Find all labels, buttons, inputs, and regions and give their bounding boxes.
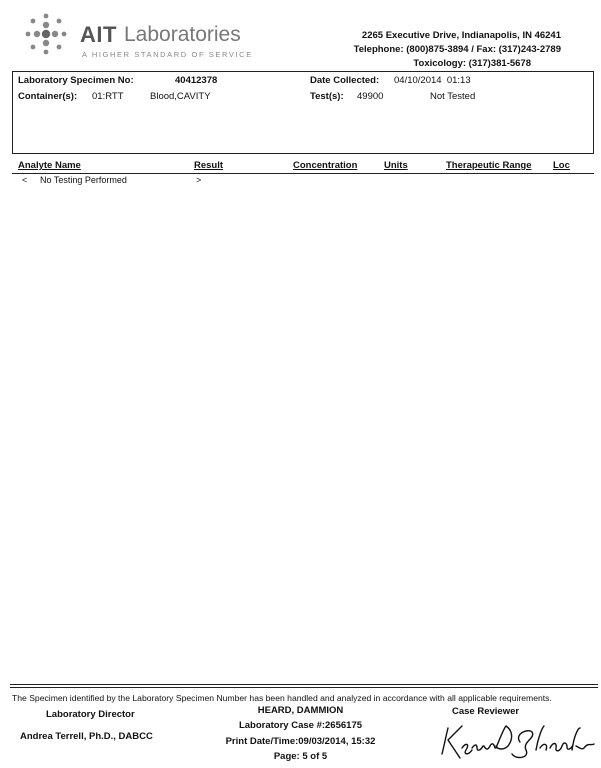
tests-status: Not Tested: [430, 91, 476, 102]
lab-toxicology-phone: Toxicology: (317)381-5678: [413, 58, 531, 69]
brand-name-secondary: Laboratories: [124, 23, 241, 46]
col-concentration: Concentration: [293, 160, 358, 171]
date-collected-label: Date Collected:: [310, 75, 380, 86]
container-code: 01:RTT: [92, 91, 124, 102]
patient-name: HEARD, DAMMION: [257, 705, 344, 716]
container-type: Blood,CAVITY: [150, 91, 211, 102]
date-collected-value: 04/10/2014 01:13: [394, 75, 471, 86]
result-row-close-bracket: >: [196, 175, 202, 185]
tests-code: 49900: [357, 91, 384, 102]
case-number: Laboratory Case #:2656175: [238, 720, 363, 731]
page-number: Page: 5 of 5: [273, 751, 328, 762]
result-row-open-bracket: <: [22, 175, 28, 185]
result-row-analyte: No Testing Performed: [40, 175, 127, 185]
header-rule: [12, 173, 594, 174]
lab-address: 2265 Executive Drive, Indianapolis, IN 46241: [361, 30, 561, 41]
brand-tagline: A HIGHER STANDARD OF SERVICE: [82, 50, 253, 59]
col-therapeutic-range: Therapeutic Range: [446, 160, 532, 171]
col-analyte-name: Analyte Name: [18, 160, 81, 171]
print-datetime: Print Date/Time:09/03/2014, 15:32: [225, 736, 376, 747]
specimen-number-label: Laboratory Specimen No:: [18, 75, 134, 86]
specimen-number-value: 40412378: [175, 75, 218, 86]
reviewer-title: Case Reviewer: [452, 706, 520, 717]
col-loc: Loc: [553, 160, 570, 171]
director-title: Laboratory Director: [46, 709, 135, 720]
handling-disclaimer: The Specimen identified by the Laboratory Specimen Number has been handled and analyzed in accordance with all applicable requirements.: [12, 693, 552, 703]
brand-name-primary: AIT: [80, 22, 117, 47]
reviewer-signature-icon: [436, 718, 598, 766]
col-result: Result: [194, 160, 224, 171]
col-units: Units: [384, 160, 408, 171]
director-name: Andrea Terrell, Ph.D., DABCC: [20, 731, 153, 742]
container-label: Container(s):: [18, 91, 78, 102]
footer-rule-top: [10, 684, 598, 685]
logo-dots-icon: [22, 10, 70, 58]
footer-rule-bottom: [10, 687, 598, 688]
tests-label: Test(s):: [310, 91, 344, 102]
lab-telephone: Telephone: (800)875-3894 / Fax: (317)243-2789: [353, 44, 561, 55]
